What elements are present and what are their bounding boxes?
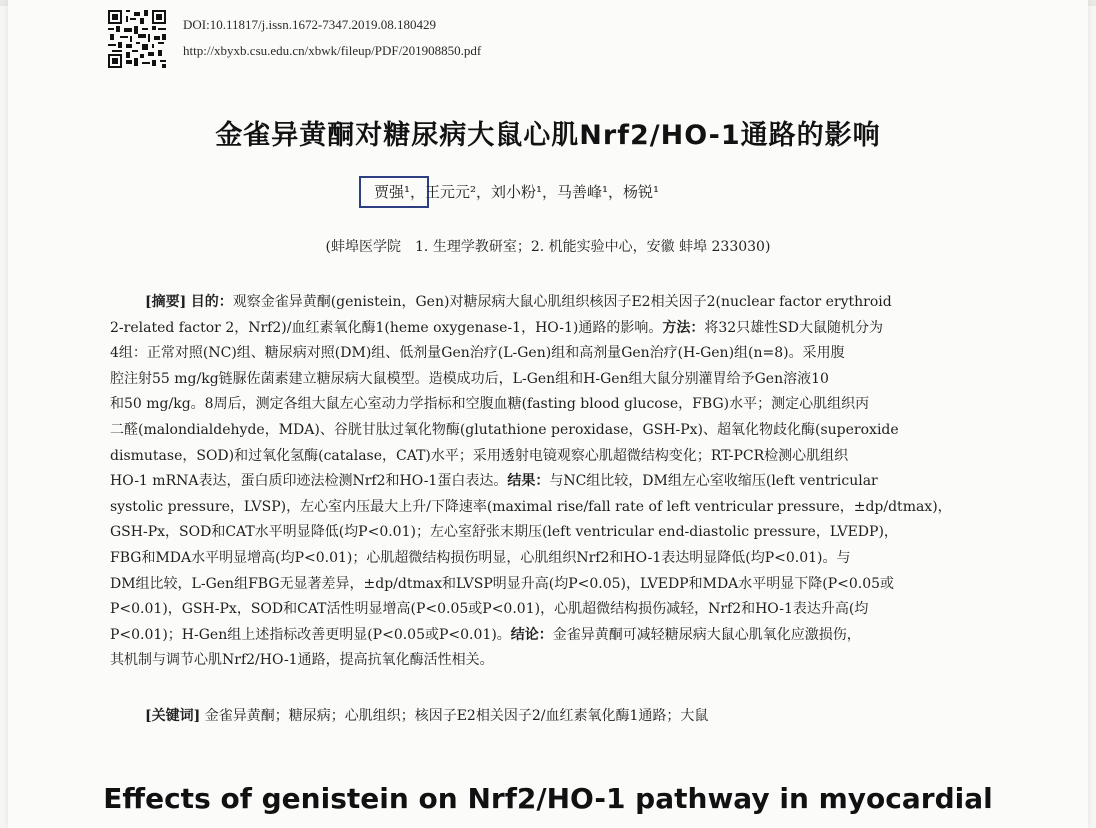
doi-text: DOI:10.11817/j.issn.1672-7347.2019.08.180429 — [183, 17, 437, 32]
keywords-label: [关键词] — [145, 708, 201, 724]
abstract-label: [摘要] — [145, 294, 187, 310]
abstract-section-label: 方法： — [662, 320, 705, 336]
abstract-text: 将32只雄性SD大鼠随机分为 — [704, 320, 884, 336]
abstract-line — [110, 600, 990, 618]
abstract-text: 二醛(malondialdehyde，MDA)、谷胱甘肽过氧化物酶(glutathione peroxidase，GSH-Px)、超氧化物歧化酶(superoxide — [110, 422, 899, 438]
abstract-line — [110, 421, 990, 439]
keywords-line — [145, 705, 708, 725]
abstract-line — [110, 498, 990, 516]
author-list — [0, 176, 1096, 210]
abstract-line — [110, 523, 990, 541]
abstract-line — [110, 575, 990, 593]
pdf-url-link[interactable]: http://xbyxb.csu.edu.cn/xbwk/fileup/PDF/201908850.pdf — [183, 43, 482, 58]
abstract-line — [110, 344, 990, 362]
abstract-text: 4组：正常对照(NC)组、糖尿病对照(DM)组、低剂量Gen治疗(L-Gen)组和高剂量Gen治疗(H-Gen)组(n=8)。采用腹 — [110, 345, 845, 361]
qr-code-icon — [108, 10, 166, 68]
abstract-text: P<0.01)；H-Gen组上述指标改善更明显(P<0.05或P<0.01)。 — [110, 627, 511, 643]
abstract-text: 腔注射55 mg/kg链脲佐菌素建立糖尿病大鼠模型。造模成功后，L-Gen组和H-Gen组大鼠分别灌胃给予Gen溶液10 — [110, 371, 829, 387]
authors-text: 贾强¹，王元元²，刘小粉¹，马善峰¹，杨锐¹ — [374, 183, 660, 201]
abstract-line — [110, 651, 990, 669]
keywords-text: 金雀异黄酮；糖尿病；心肌组织；核因子E2相关因子2/血红素氧化酶1通路；大鼠 — [204, 708, 709, 724]
abstract-section-label: 结论： — [510, 627, 553, 643]
abstract-text: 和50 mg/kg。8周后，测定各组大鼠左心室动力学指标和空腹血糖(fasting blood glucose，FBG)水平；测定心肌组织丙 — [110, 396, 870, 412]
english-title: Effects of genistein on Nrf2/HO-1 pathway in myocardial — [103, 782, 993, 815]
abstract-line — [110, 549, 990, 567]
abstract-line — [110, 472, 990, 490]
page-title: 金雀异黄酮对糖尿病大鼠心肌Nrf2/HO-1通路的影响 — [215, 120, 881, 151]
abstract-text: P<0.01)，GSH-Px，SOD和CAT活性明显增高(P<0.05或P<0.01)，心肌超微结构损伤减轻，Nrf2和HO-1表达升高(均 — [110, 601, 869, 617]
abstract-line — [110, 319, 990, 337]
abstract-text: HO-1 mRNA表达，蛋白质印迹法检测Nrf2和HO-1蛋白表达。 — [110, 473, 508, 489]
abstract-line — [110, 447, 990, 465]
abstract-text: 与NC组比较，DM组左心室收缩压(left ventricular — [549, 473, 878, 489]
abstract-text: GSH-Px，SOD和CAT水平明显降低(均P<0.01)；左心室舒张末期压(left ventricular end-diastolic pressure，LVEDP)， — [110, 524, 898, 540]
abstract-text: 2-related factor 2，Nrf2)/血红素氧化酶1(heme oxygenase-1，HO-1)通路的影响。 — [110, 320, 663, 336]
abstract-text: dismutase，SOD)和过氧化氢酶(catalase，CAT)水平；采用透射电镜观察心肌超微结构变化；RT-PCR检测心肌组织 — [110, 448, 849, 464]
abstract-text: 其机制与调节心肌Nrf2/HO-1通路，提高抗氧化酶活性相关。 — [110, 652, 494, 668]
abstract-text: 观察金雀异黄酮(genistein，Gen)对糖尿病大鼠心肌组织核因子E2相关因子2(nuclear factor erythroid — [232, 294, 892, 310]
abstract-text: systolic pressure，LVSP)，左心室内压最大上升/下降速率(maximal rise/fall rate of left ventricular pressure，±dp/dtmax)， — [110, 499, 952, 515]
abstract-line — [145, 293, 990, 311]
abstract-text: 金雀异黄酮可减轻糖尿病大鼠心肌氧化应激损伤， — [552, 627, 861, 643]
abstract-section-label: 结果： — [507, 473, 550, 489]
abstract-text: DM组比较，L-Gen组FBG无显著差异，±dp/dtmax和LVSP明显升高(均P<0.05)，LVEDP和MDA水平明显下降(P<0.05或 — [110, 576, 895, 592]
abstract-section-label: 目的： — [190, 294, 233, 310]
affiliation-text: (蚌埠医学院 1. 生理学教研室；2. 机能实验中心，安徽 蚌埠 233030) — [325, 239, 771, 255]
abstract-text: FBG和MDA水平明显增高(均P<0.01)；心肌超微结构损伤明显，心肌组织Nrf2和HO-1表达明显降低(均P<0.01)。与 — [110, 550, 851, 566]
abstract-line — [110, 626, 990, 644]
abstract-line — [110, 370, 990, 388]
abstract-line — [110, 395, 990, 413]
